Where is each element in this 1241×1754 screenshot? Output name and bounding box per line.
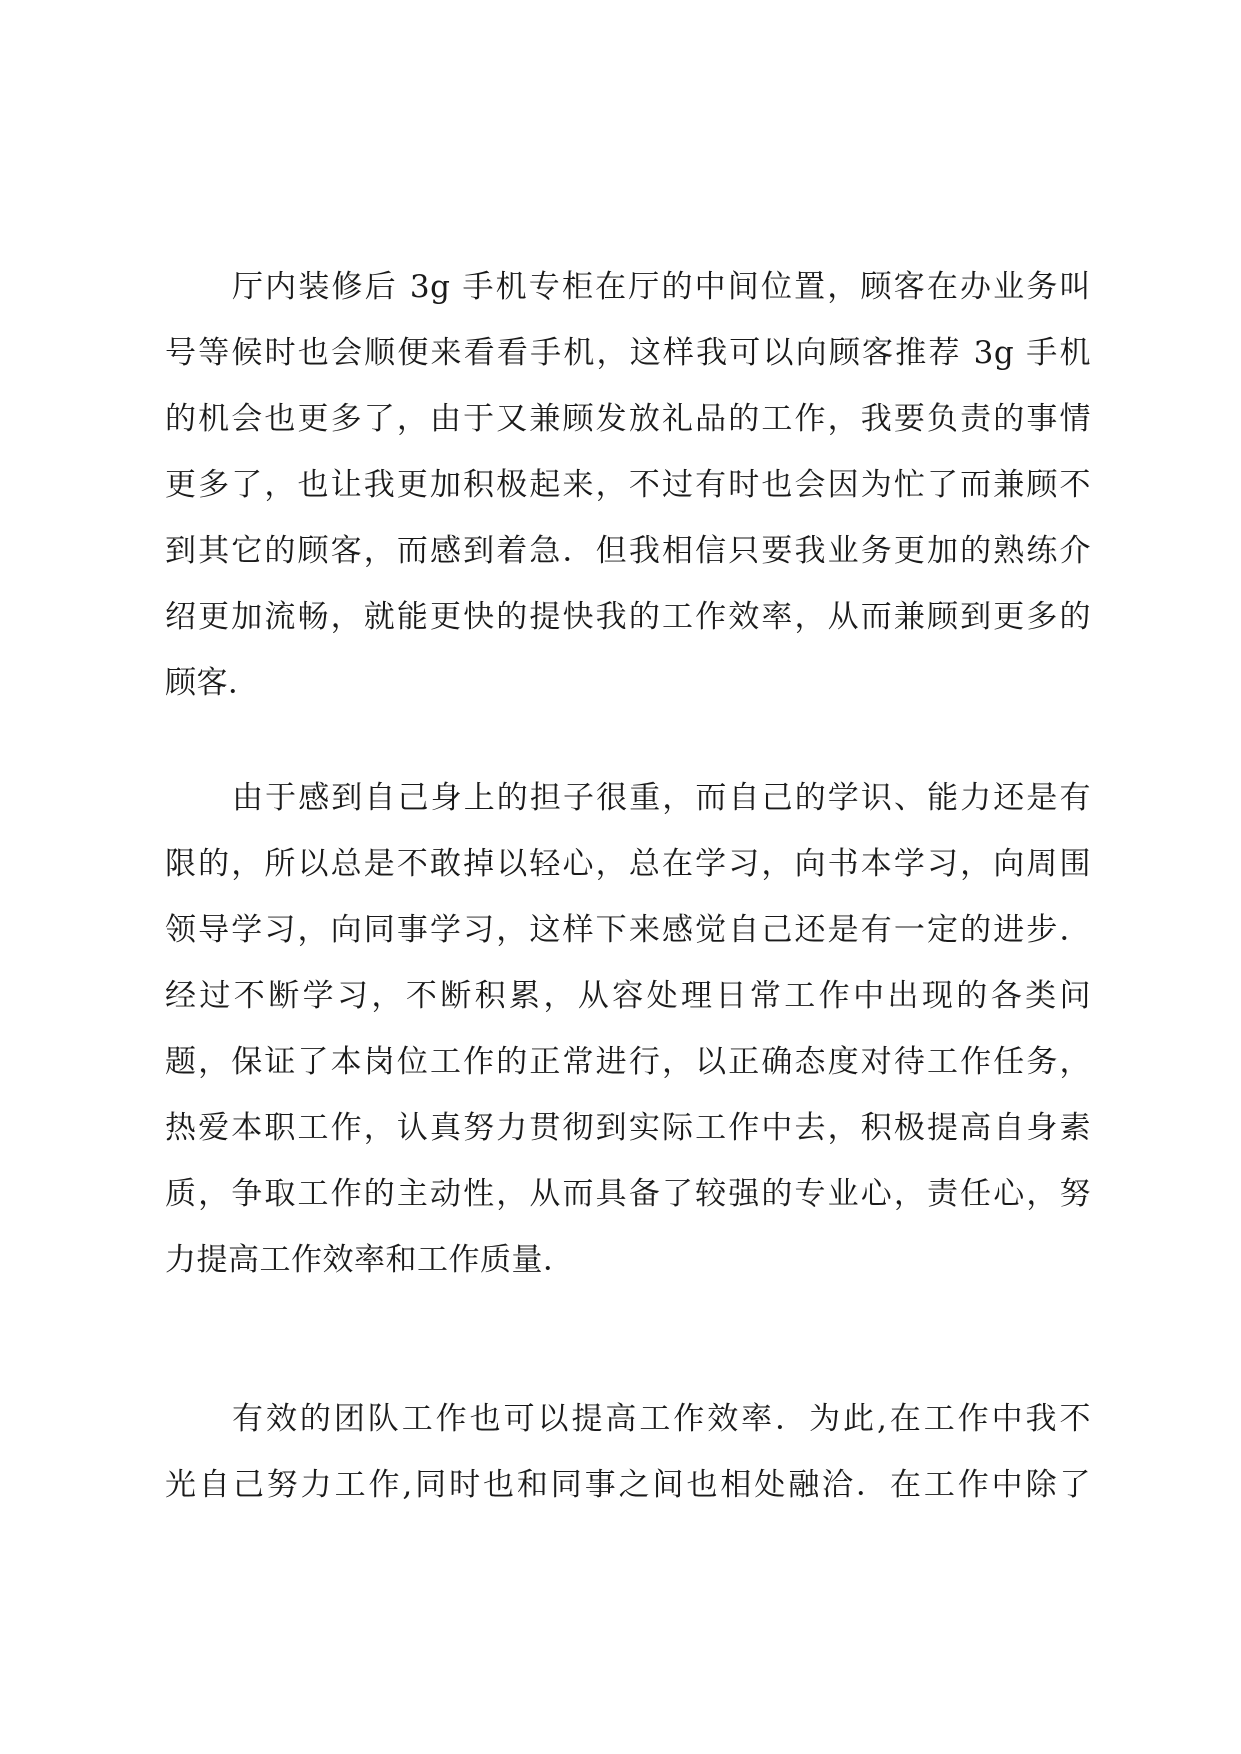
paragraph-line: 领导学习，向同事学习，这样下来感觉自己还是有一定的进步． [165,912,1091,948]
paragraph-line: 更多了，也让我更加积极起来，不过有时也会因为忙了而兼顾不 [165,467,1091,503]
paragraph-line: 有效的团队工作也可以提高工作效率．为此,在工作中我不 [232,1401,1091,1437]
paragraph-line: 顾客． [165,665,260,701]
paragraph-line: 的机会也更多了，由于又兼顾发放礼品的工作，我要负责的事情 [165,401,1091,437]
paragraph-line: 到其它的顾客，而感到着急．但我相信只要我业务更加的熟练介 [165,533,1091,569]
paragraph-line: 由于感到自己身上的担子很重，而自己的学识、能力还是有 [232,780,1091,816]
paragraph-3 [165,1386,1091,1518]
paragraph-line: 号等候时也会顺便来看看手机，这样我可以向顾客推荐 3g 手机 [165,335,1091,371]
paragraph-line: 力提高工作效率和工作质量． [165,1242,575,1278]
paragraph-line: 光自己努力工作,同时也和同事之间也相处融洽．在工作中除了 [165,1467,1091,1503]
paragraph-line: 热爱本职工作，认真努力贯彻到实际工作中去，积极提高自身素 [165,1110,1091,1146]
paragraph-1 [165,254,1091,716]
paragraph-line: 质，争取工作的主动性，从而具备了较强的专业心，责任心，努 [165,1176,1091,1212]
paragraph-line: 经过不断学习，不断积累，从容处理日常工作中出现的各类问 [165,978,1091,1014]
paragraph-line: 厅内装修后 3g 手机专柜在厅的中间位置，顾客在办业务叫 [232,269,1091,305]
paragraph-2 [165,765,1091,1293]
paragraph-line: 绍更加流畅，就能更快的提快我的工作效率，从而兼顾到更多的 [165,599,1091,635]
paragraph-line: 题，保证了本岗位工作的正常进行，以正确态度对待工作任务， [165,1044,1091,1080]
paragraph-line: 限的，所以总是不敢掉以轻心，总在学习，向书本学习，向周围 [165,846,1091,882]
